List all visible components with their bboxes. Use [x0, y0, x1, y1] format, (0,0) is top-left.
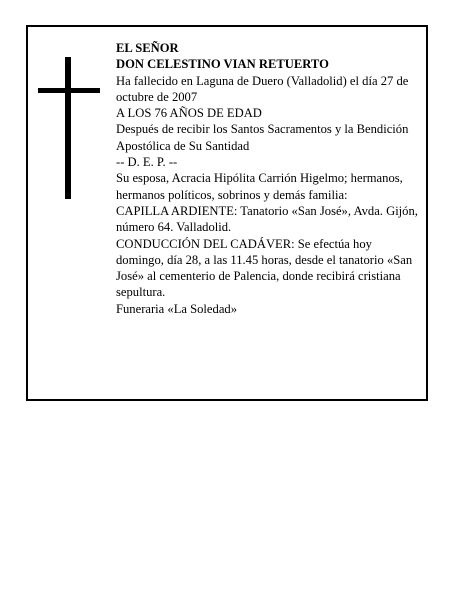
sacraments-statement: Después de recibir los Santos Sacramentos y la Bendición Apostólica de Su Santidad [116, 122, 409, 153]
notice-title: EL SEÑOR [116, 41, 179, 55]
procession-info: CONDUCCIÓN DEL CADÁVER: Se efectúa hoy domingo, día 28, a las 11.45 horas, desde el tanatorio «San José» al cementerio de Palencia, donde recibirá cristiana sepultura. [116, 236, 413, 300]
obituary-text [116, 40, 421, 317]
age-statement: A LOS 76 AÑOS DE EDAD [116, 106, 262, 121]
funeral-home: Funeraria «La Soledad» [116, 301, 237, 316]
family-statement: Su esposa, Acracia Hipólita Carrión Higelmo; hermanos, hermanos políticos, sobrinos y demás familia: [116, 171, 403, 202]
cross-vertical-bar [65, 57, 71, 199]
obituary-notice [26, 25, 428, 401]
cross-icon [38, 57, 100, 199]
chapel-info: CAPILLA ARDIENTE: Tanatorio «San José», Avda. Gijón, número 64. Valladolid. [116, 203, 418, 235]
death-statement: Ha fallecido en Laguna de Duero (Valladolid) el día 27 de octubre de 2007 [116, 73, 409, 104]
rip-line: -- D. E. P. -- [116, 155, 178, 170]
deceased-name: DON CELESTINO VIAN RETUERTO [116, 57, 329, 72]
cross-horizontal-bar [38, 88, 100, 93]
